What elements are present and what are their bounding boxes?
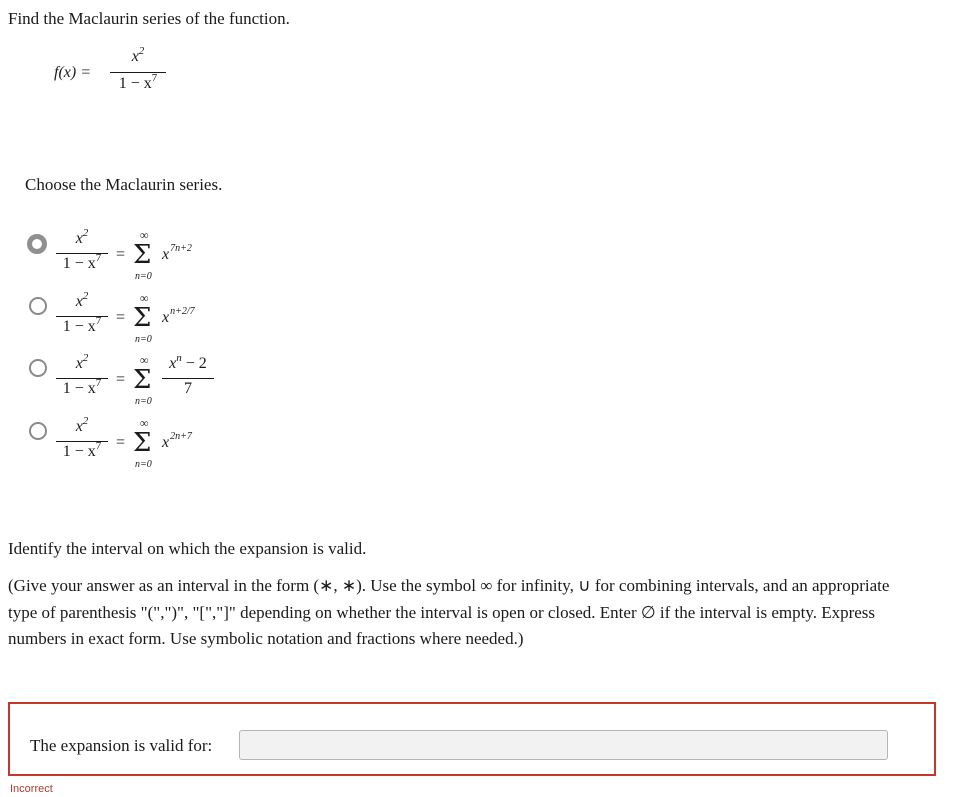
- answer-label: The expansion is valid for:: [30, 736, 213, 755]
- choose-label: Choose the Maclaurin series.: [25, 175, 223, 194]
- interval-instructions-1: (Give your answer as an interval in the form (∗, ∗). Use the symbol ∞ for infinity, ∪ for combining intervals, and an appropriate: [8, 576, 890, 595]
- option-lhs-den: $1 - x^7$: [62, 439, 102, 460]
- function-denominator: $1 - x^7$: [118, 71, 158, 92]
- option-term: $x^{n+2/7}$: [162, 306, 195, 326]
- option-term: $x^{7n+2}$: [162, 243, 192, 263]
- question-prompt: Find the Maclaurin series of the function.: [8, 9, 290, 28]
- option-4[interactable]: $x^2$ $1 - x^7$ = ∞ Σ n=0 $x^{2n+7}$: [0, 416, 260, 474]
- option-lhs-den: $1 - x^7$: [62, 376, 102, 397]
- sum-symbol: Σ: [133, 240, 152, 270]
- interval-instructions-2: type of parenthesis "(",")", "[","]" depending on whether the interval is open or closed. Enter ∅ if the interval is empty. Express: [8, 603, 876, 622]
- sum-symbol: Σ: [133, 365, 152, 395]
- radio-option-1[interactable]: [27, 234, 47, 254]
- interval-instructions-3: numbers in exact form. Use symbolic notation and fractions where needed.): [8, 629, 524, 648]
- option-term: $x^{2n+7}$: [162, 431, 192, 451]
- radio-option-4[interactable]: [29, 422, 47, 440]
- interval-heading: Identify the interval on which the expansion is valid.: [8, 539, 367, 558]
- radio-option-3[interactable]: [29, 359, 47, 377]
- option-3[interactable]: $x^2$ $1 - x^7$ = ∞ Σ n=0 $x^n - 2$ 7: [0, 353, 260, 411]
- option-lhs-den: $1 - x^7$: [62, 314, 102, 335]
- option-2[interactable]: $x^2$ $1 - x^7$ = ∞ Σ n=0 $x^{n+2/7}$: [0, 291, 260, 349]
- interval-answer-input[interactable]: [239, 730, 888, 760]
- sum-symbol: Σ: [133, 303, 152, 333]
- option-lhs-num: $x^2$: [75, 414, 89, 435]
- option-lhs-num: $x^2$: [75, 226, 89, 247]
- option-lhs-num: $x^2$: [75, 351, 89, 372]
- function-numerator: $x^2$: [131, 44, 145, 65]
- sum-symbol: Σ: [133, 428, 152, 458]
- option-lhs-num: $x^2$: [75, 289, 89, 310]
- option-1[interactable]: $x^2$ $1 - x^7$ = ∞ Σ n=0 $x^{7n+2}$: [0, 228, 260, 286]
- function-lhs: f(x) =: [54, 64, 91, 81]
- radio-option-2[interactable]: [29, 297, 47, 315]
- status-incorrect: Incorrect: [10, 783, 53, 795]
- option-lhs-den: $1 - x^7$: [62, 251, 102, 272]
